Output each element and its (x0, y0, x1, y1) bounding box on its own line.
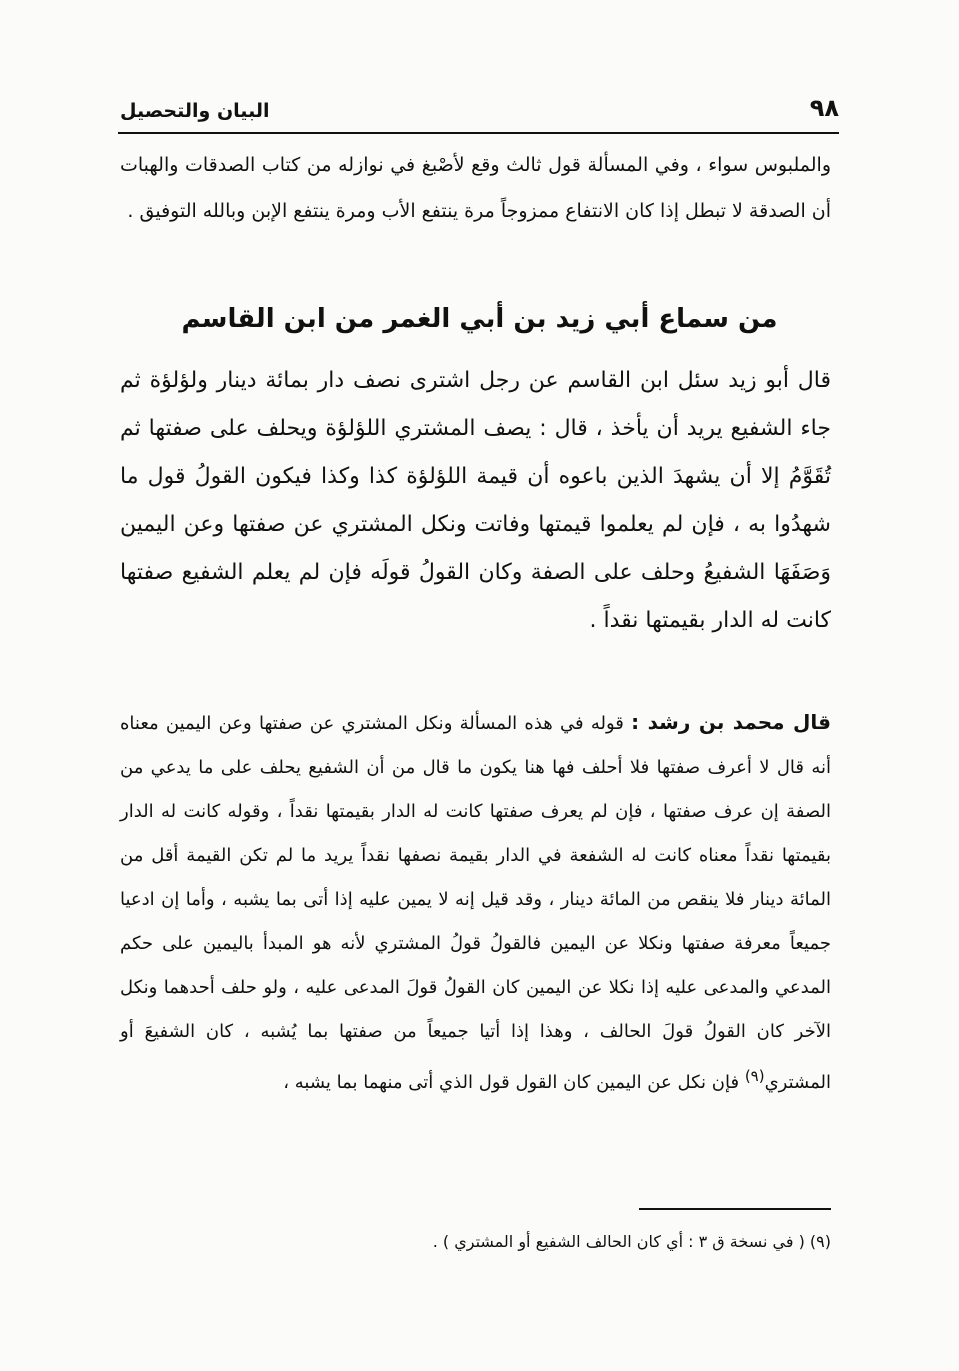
commentary-lead: قال محمد بن رشد : (631, 710, 831, 734)
paragraph-question: قال أبو زيد سئل ابن القاسم عن رجل اشترى نصف دار بمائة دينار ولؤلؤة ثم جاء الشفيع يريد أن يأخذ ، قال : يصف المشتري اللؤلؤة ويحلف على صفتها ثم تُقَوَّمُ إلا أن يشهدَ الذين باعوه أن قيمة اللؤلؤة كذا وكذا فيكون القولُ قول ما شهدُوا به ، فإن لم يعلموا قيمتها وفاتت ونكل المشتري عن صفتها وعن اليمين وَصَفَهَا الشفيعُ وحلف على الصفة وكان القولُ قولَه فإن لم يعلم الشفيع صفتها كانت له الدار بقيمتها نقداً . (120, 368, 831, 633)
running-title: البيان والتحصيل (120, 100, 270, 122)
paragraph-continuation: والملبوس سواء ، وفي المسألة قول ثالث وقع لأصْبغ في نوازله من كتاب الصدقات والهبات أن الصدقة لا تبطل إذا كان الانتفاع ممزوجاً مرة ينتفع الأب ومرة ينتفع الإبن وبالله التوفيق . (120, 154, 831, 222)
commentary-tail: فإن نكل عن اليمين كان القول قول الذي أتى منهما بما يشبه ، (283, 1072, 745, 1093)
header-rule (118, 132, 839, 134)
footnote-rule (639, 1208, 831, 1210)
paragraph-commentary (120, 700, 831, 1105)
footnote-marker: (٩) (744, 1067, 765, 1085)
page-header (120, 82, 839, 122)
page-number: ٩٨ (809, 94, 839, 122)
footnote: (٩) ( في نسخة ق ٣ : أي كان الحالف الشفيع أو المشتري ) . (432, 1232, 831, 1251)
commentary-body: قوله في هذه المسألة ونكل المشتري عن صفتها وعن اليمين معناه أنه قال لا أعرف صفتها فلا أحلف فها هنا يكون ما قال من أن الشفيع يحلف على ما يدعي من الصفة إن عرف صفتها ، فإن لم يعرف صفتها كانت له الدار بقيمتها نقداً ، وقوله كانت له الدار بقيمتها نقداً معناه كانت له الشفعة في الدار بقيمة نصفها نقداً يريد ما لم تكن القيمة أقل من المائة دينار فلا ينقص من المائة دينار ، وقد قيل إنه لا يمين عليه إذا أتى بما يشبه ، وأما إن ادعيا جميعاً معرفة صفتها ونكلا عن اليمين فالقولُ قولُ المشتري لأنه هو المبدأ باليمين على حكم المدعي والمدعى عليه إذا نكلا عن اليمين كان القولُ قولَ المدعى عليه ، ولو حلف أحدهما ونكل الآخر كان القولُ قولَ الحالف ، وهذا إذا أتيا جميعاً من صفتها بما يُشبه ، كان الشفيعَ أو المشتري (120, 713, 831, 1093)
section-heading: من سماع أبي زيد بن أبي الغمر من ابن القاسم (181, 304, 778, 334)
